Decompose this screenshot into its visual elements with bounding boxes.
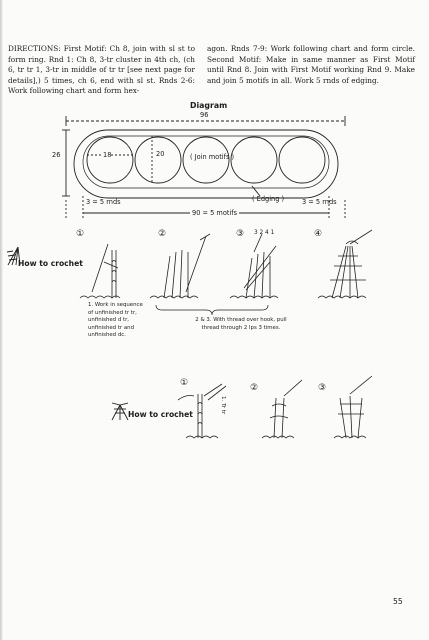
diagram-height-label: 26 [52,151,61,159]
edging-label: ( Edging ) [252,195,285,203]
right-rounds-label: 3 = 5 rnds [302,198,337,206]
steps-brace [156,305,268,315]
treble-treble-side-label: 1. Tr tr [220,396,226,415]
directions-text-right: agon. Rnds 7-9: Work following chart and form circle. Second Motif: Make in same manner as First Motif until Rnd 8. Join with First Motif working Rnd 9. Make and join 5 motifs in all. Work 5 rnds of edging. [207,44,415,85]
section1-step1-number: ① [76,229,85,239]
motif-height-label: 20 [156,150,165,158]
left-rounds-label: 3 = 5 rnds [86,198,121,206]
page-number: 55 [393,597,403,606]
step3-sequence-numbers: 3 2 4 1 [254,230,275,236]
section2-step2-drawing [262,380,302,438]
directions-text-left: DIRECTIONS: First Motif: Ch 8, join with sl st to form ring. Rnd 1: Ch 8, 3-tr cluster in 4th ch, (ch 6, tr tr 1, 3-tr in middle of tr tr [see next page for details],) 5 times, ch 6, end with sl st. Rnds 2-6: Work following chart and form hex- [8,44,195,96]
join-motifs-label: ( Join motifs ) [190,153,235,161]
motif-width-label: 18 [103,151,112,159]
section1-step4-drawing [318,230,372,298]
section1-step2-number: ② [158,229,167,239]
section1-step4-number: ④ [314,229,323,239]
section1-step3-drawing [230,234,278,298]
section2-step3-number: ③ [318,383,327,393]
section1-step1-drawing [80,244,120,298]
note-step1: 1. Work in sequence of unfinished tr tr, unfinished d tr, unfinished tr and unfinished dc. [88,302,143,339]
double-treble-symbol-icon [112,403,128,420]
section2-step3-drawing [334,376,372,438]
diagram-width-label: 96 [200,111,209,119]
section2-step1-number: ① [180,378,189,388]
section2-step2-number: ② [250,383,259,393]
section1-step2-drawing [150,234,210,298]
note-steps-2-3: 2 & 3. With thread over hook, pull thread through 2 lps 3 times. [195,317,287,331]
how-to-crochet-heading-2: How to crochet [128,410,193,419]
motifs-count-label: 90 = 5 motifs [192,209,238,217]
diagram-title: Diagram [190,101,228,110]
section1-step3-number: ③ [236,229,245,239]
how-to-crochet-heading-1: How to crochet [18,259,83,268]
